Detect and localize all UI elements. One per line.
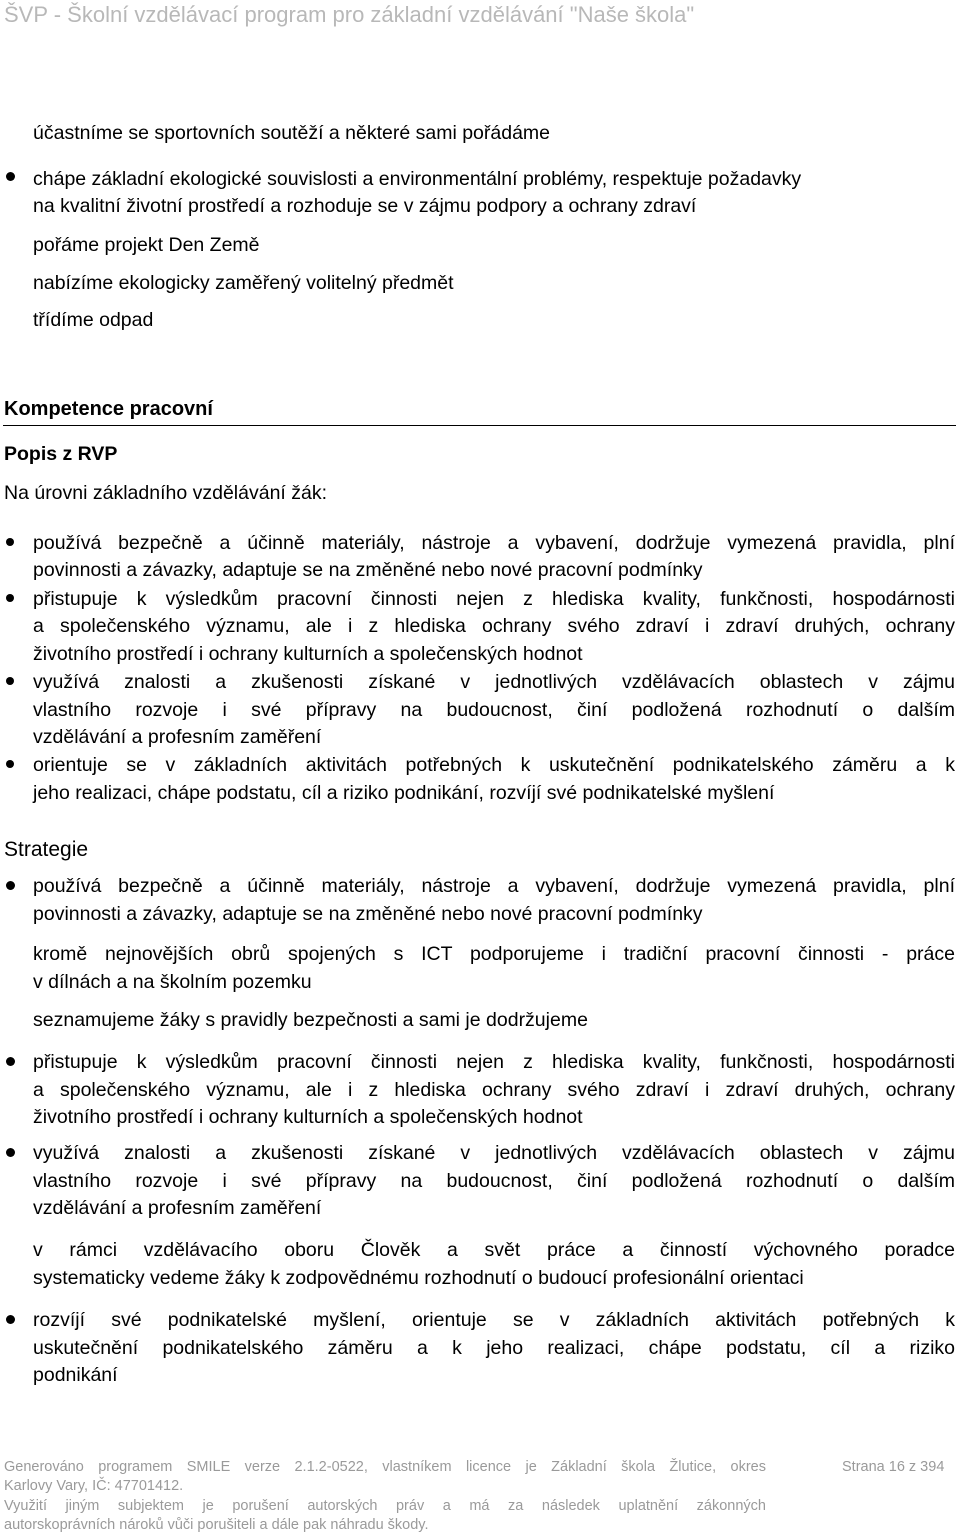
strategy-item: v rámci vzdělávacího oboru Člověk a svět práce a činností výchovného poradce bbox=[33, 1239, 955, 1261]
competence-bullet-line: chápe základní ekologické souvislosti a environmentální problémy, respektuje požadavky bbox=[33, 168, 802, 190]
footer-generator-note: Generováno programem SMILE verze 2.1.2-0522, vlastníkem licence je Základní škola Žlutice, okres bbox=[4, 1459, 766, 1475]
section-heading: Strategie bbox=[4, 838, 89, 861]
strategy-item: pořáme projekt Den Země bbox=[33, 234, 260, 256]
competence-bullet-line: používá bezpečně a účinně materiály, nástroje a vybavení, dodržuje vymezená pravidla, plní bbox=[33, 532, 955, 554]
competence-bullet-line: vlastního rozvoje i své přípravy na budoucnost, činí podložená rozhodnutí o dalším bbox=[33, 699, 955, 721]
footer-licence-note: Karlovy Vary, IČ: 47701412. bbox=[4, 1478, 184, 1494]
strategy-item: kromě nejnovějších obrů spojených s ICT podporujeme i tradiční pracovní činnosti - práce bbox=[33, 943, 955, 965]
bullet-icon bbox=[6, 1057, 15, 1066]
strategy-item: nabízíme ekologicky zaměřený volitelný předmět bbox=[33, 272, 454, 294]
competence-bullet-line: podnikání bbox=[33, 1364, 118, 1386]
competence-bullet-line: vzdělávání a profesním zaměření bbox=[33, 1197, 322, 1219]
strategy-item: účastníme se sportovních soutěží a některé sami pořádáme bbox=[33, 122, 551, 144]
bullet-icon bbox=[6, 1315, 15, 1324]
bullet-icon bbox=[6, 677, 14, 685]
competence-bullet-line: orientuje se v základních aktivitách potřebných k uskutečnění podnikatelského záměru a k bbox=[33, 754, 955, 776]
footer-copyright-note: autorskoprávních nároků vůči porušiteli a dále pak náhradu škody. bbox=[4, 1517, 429, 1533]
bullet-icon bbox=[6, 760, 14, 768]
page-number: Strana 16 z 394 bbox=[842, 1459, 945, 1475]
section-divider bbox=[3, 425, 956, 426]
competence-bullet-line: jeho realizaci, chápe podstatu, cíl a riziko podnikání, rozvíjí své podnikatelské myšlení bbox=[33, 782, 775, 804]
competence-bullet-line: vzdělávání a profesním zaměření bbox=[33, 726, 322, 748]
competence-bullet-line: uskutečnění podnikatelského záměru a k jeho realizaci, chápe podstatu, cíl a riziko bbox=[33, 1337, 955, 1359]
competence-bullet-line: a společenského významu, ale i z hlediska ochrany svého zdraví i zdraví druhých, ochrany bbox=[33, 1079, 955, 1101]
footer-copyright-note: Využití jiným subjektem je porušení autorských práv a má za následek uplatnění zákonných bbox=[4, 1498, 766, 1514]
competence-bullet-line: rozvíjí své podnikatelské myšlení, orientuje se v základních aktivitách potřebných k bbox=[33, 1309, 955, 1331]
strategy-item: třídíme odpad bbox=[33, 309, 154, 331]
bullet-icon bbox=[6, 881, 15, 890]
competence-bullet-line: životního prostředí i ochrany kulturních a společenských hodnot bbox=[33, 1106, 583, 1128]
competence-bullet-line: životního prostředí i ochrany kulturních a společenských hodnot bbox=[33, 643, 583, 665]
competence-bullet-line: povinnosti a závazky, adaptuje se na změněné nebo nové pracovní podmínky bbox=[33, 903, 703, 925]
intro-text: Na úrovni základního vzdělávání žák: bbox=[4, 482, 328, 504]
competence-bullet-line: používá bezpečně a účinně materiály, nástroje a vybavení, dodržuje vymezená pravidla, plní bbox=[33, 875, 955, 897]
document-header-title: ŠVP - Školní vzdělávací program pro základní vzdělávání "Naše škola" bbox=[4, 2, 695, 27]
bullet-icon bbox=[6, 538, 14, 546]
competence-bullet-line: vlastního rozvoje i své přípravy na budoucnost, činí podložená rozhodnutí o dalším bbox=[33, 1170, 955, 1192]
bullet-icon bbox=[6, 172, 15, 181]
strategy-item: seznamujeme žáky s pravidly bezpečnosti a sami je dodržujeme bbox=[33, 1009, 588, 1031]
bullet-icon bbox=[6, 1148, 15, 1157]
competence-bullet-line: využívá znalosti a zkušenosti získané v jednotlivých vzdělávacích oblastech v zájmu bbox=[33, 1142, 955, 1164]
competence-bullet-line: přistupuje k výsledkům pracovní činnosti nejen z hlediska kvality, funkčnosti, hospodárnosti bbox=[33, 1051, 955, 1073]
competence-bullet-line: využívá znalosti a zkušenosti získané v jednotlivých vzdělávacích oblastech v zájmu bbox=[33, 671, 955, 693]
strategy-item: v dílnách a na školním pozemku bbox=[33, 971, 312, 993]
competence-bullet-line: povinnosti a závazky, adaptuje se na změněné nebo nové pracovní podmínky bbox=[33, 559, 703, 581]
subsection-heading: Popis z RVP bbox=[4, 443, 118, 465]
competence-bullet-line: na kvalitní životní prostředí a rozhoduje se v zájmu podpory a ochrany zdraví bbox=[33, 195, 697, 217]
bullet-icon bbox=[6, 594, 14, 602]
strategy-item: systematicky vedeme žáky k zodpovědnému rozhodnutí o budoucí profesionální orientaci bbox=[33, 1267, 804, 1289]
section-heading: Kompetence pracovní bbox=[4, 398, 213, 420]
competence-bullet-line: a společenského významu, ale i z hlediska ochrany svého zdraví i zdraví druhých, ochrany bbox=[33, 615, 955, 637]
competence-bullet-line: přistupuje k výsledkům pracovní činnosti nejen z hlediska kvality, funkčnosti, hospodárnosti bbox=[33, 588, 955, 610]
